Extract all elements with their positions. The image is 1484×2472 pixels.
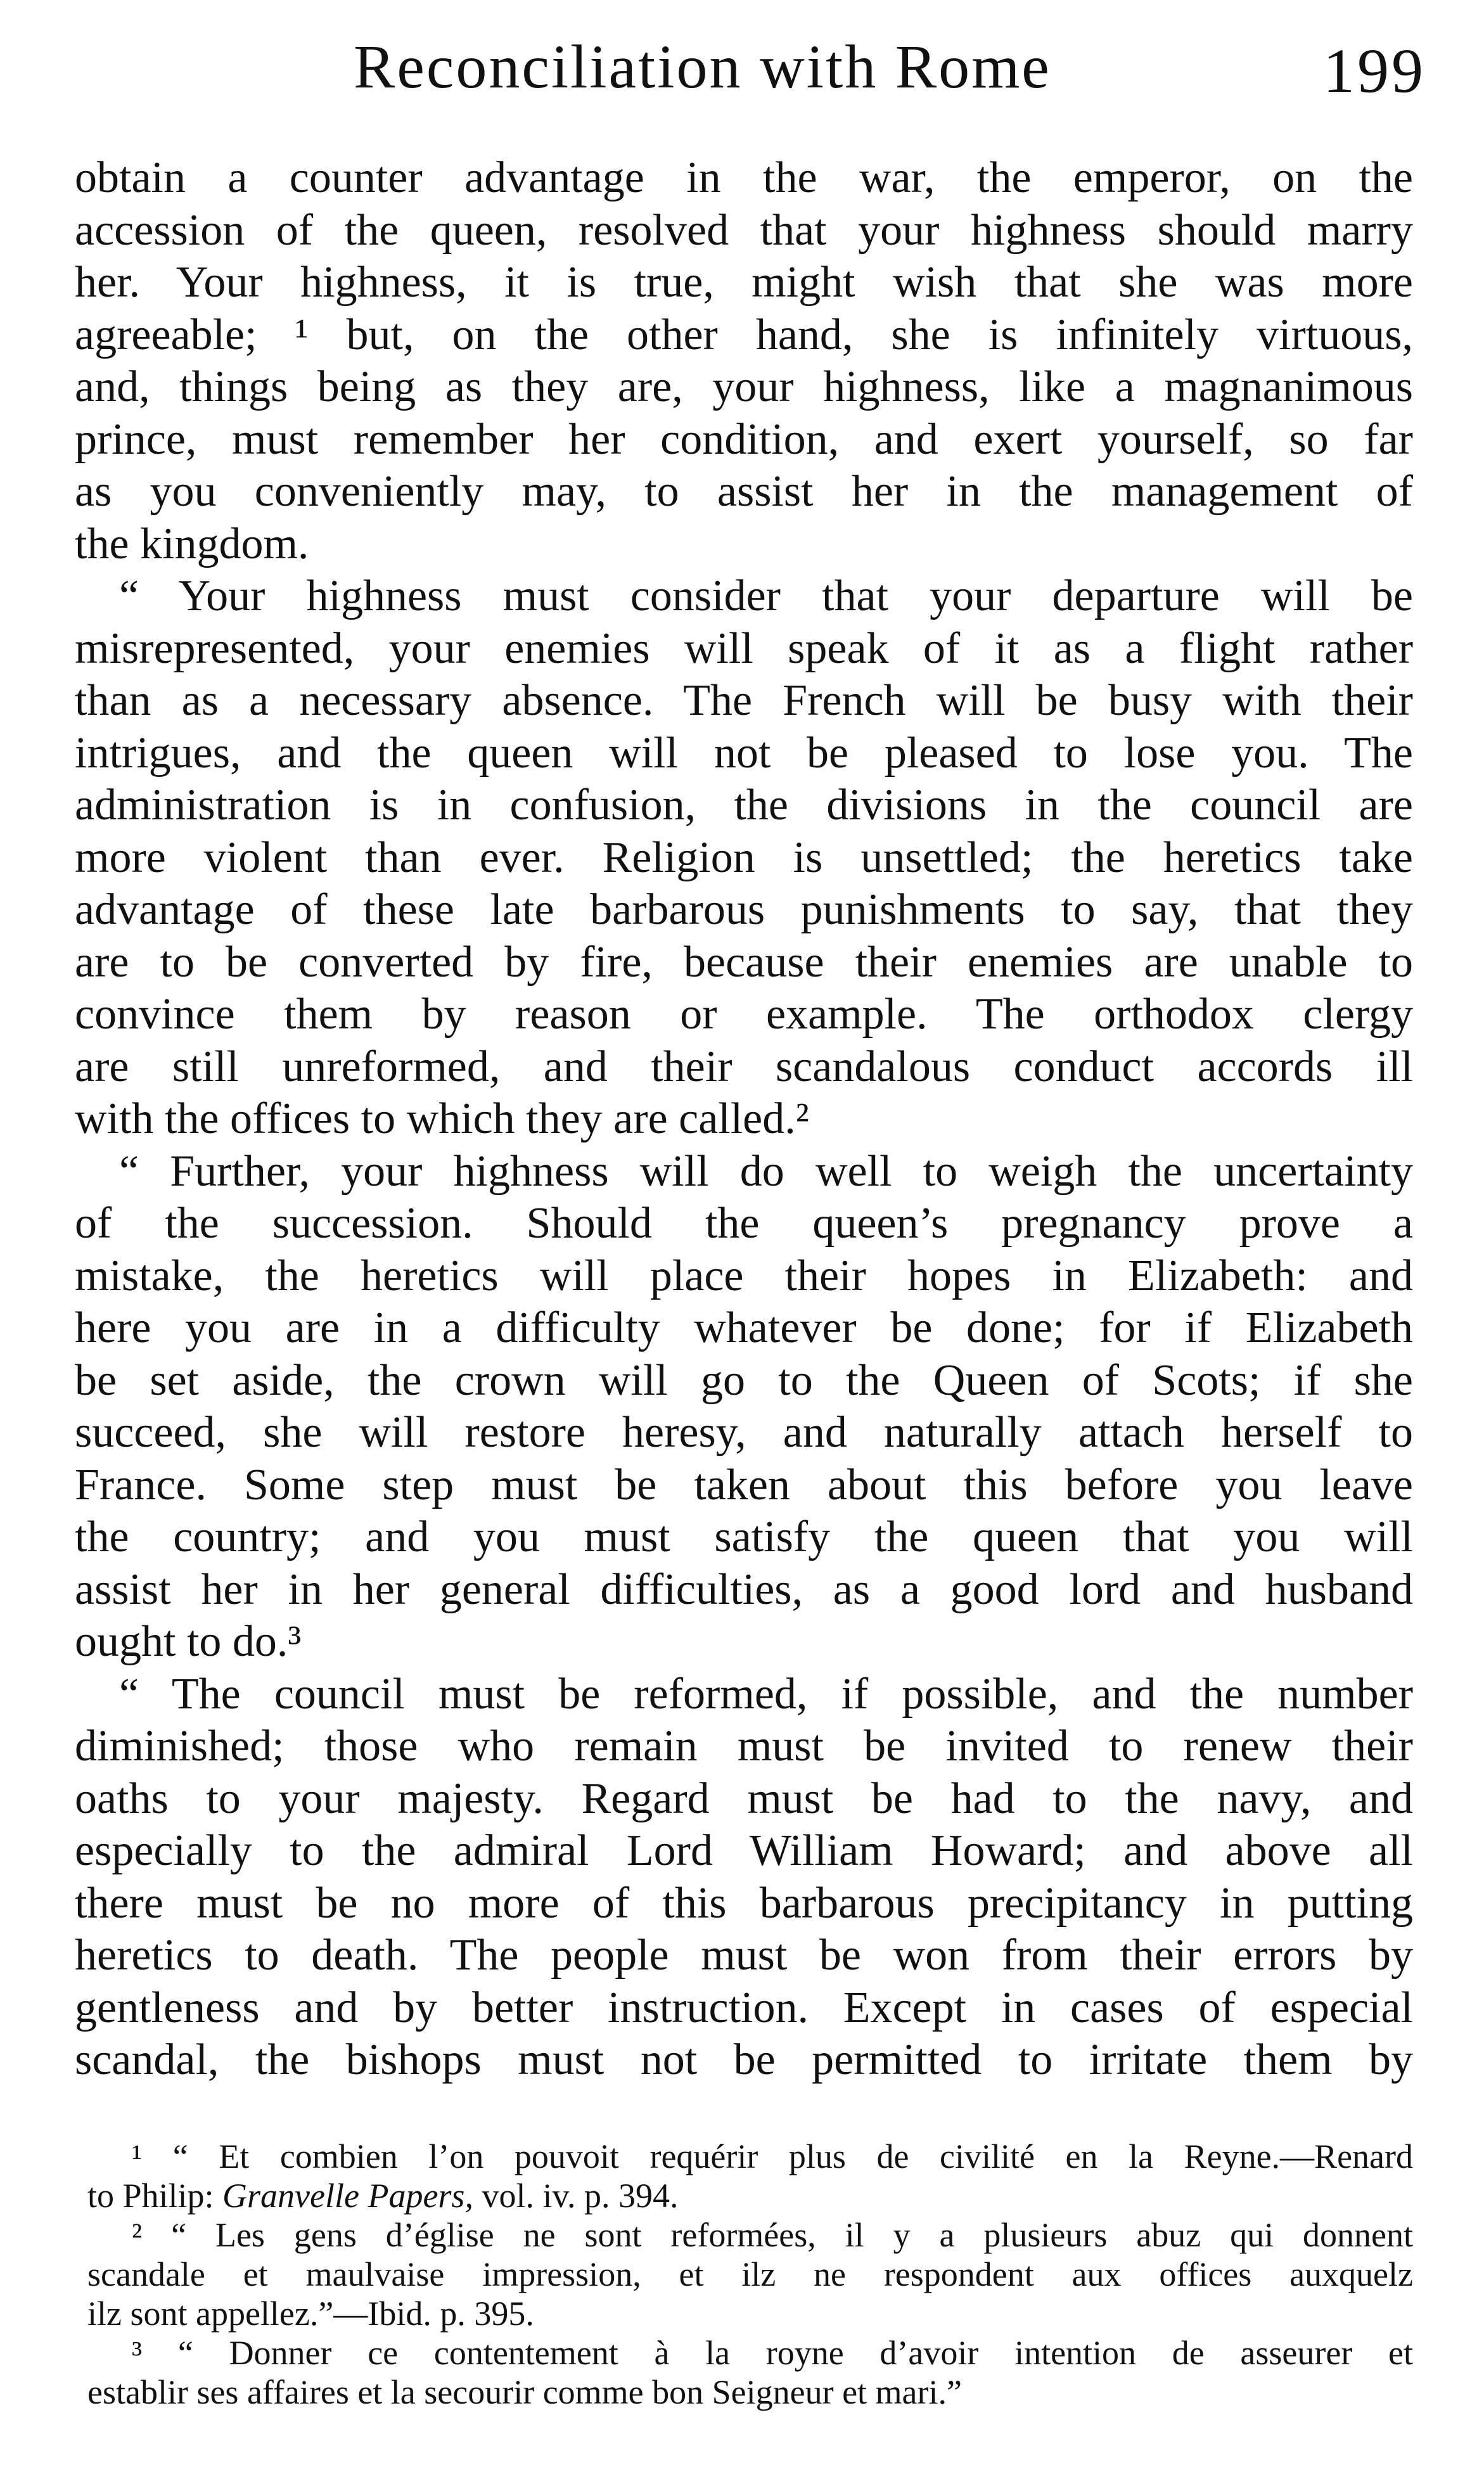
- page-number: 199: [1323, 35, 1426, 106]
- body-line: here you are in a difficulty whatever be done; for if Elizabeth: [75, 1303, 1413, 1352]
- footnote-2-line-3: ilz sont appellez.”—Ibid. p. 395.: [87, 2295, 534, 2333]
- book-page: [75, 25, 1426, 2411]
- body-line: than as a necessary absence. The French will be busy with their: [75, 676, 1413, 725]
- footnotes: [87, 2137, 1413, 2412]
- chapter-running-title: Reconciliation with Rome: [354, 33, 1051, 101]
- body-line: convince them by reason or example. The orthodox clergy: [75, 990, 1413, 1039]
- footnote-2-line-1: ² “ Les gens d’église ne sont reformées, il y a plusieurs abuz qui donnent: [132, 2216, 1413, 2254]
- footnote-1-suffix: vol. iv. p. 394.: [473, 2177, 679, 2215]
- body-line: assist her in her general difficulties, as a good lord and husband: [75, 1565, 1413, 1614]
- body-line: of the succession. Should the queen’s pregnancy prove a: [75, 1199, 1413, 1248]
- body-text: [75, 152, 1413, 2087]
- body-line: “ Further, your highness will do well to weigh the uncertainty: [119, 1146, 1413, 1196]
- body-line: with the offices to which they are called.²: [75, 1094, 809, 1143]
- footnote-2-line-2: scandale et maulvaise impression, et ilz ne respondent aux offices auxquelz: [87, 2255, 1413, 2293]
- body-line: administration is in confusion, the divisions in the council are: [75, 781, 1413, 829]
- body-line: and, things being as they are, your highness, like a magnanimous: [75, 362, 1413, 411]
- body-line: France. Some step must be taken about this before you leave: [75, 1460, 1413, 1509]
- footnote-1-source-title: Granvelle Papers,: [222, 2177, 473, 2215]
- body-line: ought to do.³: [75, 1617, 302, 1666]
- footnote-1-line-1: ¹ “ Et combien l’on pouvoit requérir plus de civilité en la Reyne.—Renard: [132, 2137, 1413, 2175]
- body-line: “ The council must be reformed, if possible, and the number: [119, 1669, 1413, 1719]
- body-line: as you conveniently may, to assist her in the management of: [75, 467, 1413, 516]
- body-line: advantage of these late barbarous punishments to say, that they: [75, 885, 1413, 934]
- footnote-1-line-2: [87, 2176, 1413, 2215]
- body-line: scandal, the bishops must not be permitted to irritate them by: [75, 2035, 1413, 2084]
- footnote-3-line-1: ³ “ Donner ce contentement à la royne d’avoir intention de asseurer et: [132, 2334, 1413, 2372]
- body-line: succeed, she will restore heresy, and naturally attach herself to: [75, 1408, 1413, 1457]
- body-line: her. Your highness, it is true, might wish that she was more: [75, 258, 1413, 307]
- body-line: accession of the queen, resolved that your highness should marry: [75, 205, 1413, 255]
- body-line: diminished; those who remain must be invited to renew their: [75, 1722, 1413, 1771]
- body-line: there must be no more of this barbarous precipitancy in putting: [75, 1878, 1413, 1928]
- body-line: gentleness and by better instruction. Except in cases of especial: [75, 1983, 1413, 2032]
- body-line: mistake, the heretics will place their hopes in Elizabeth: and: [75, 1251, 1413, 1300]
- footnote-3-line-2: establir ses affaires et la secourir comme bon Seigneur et mari.”: [87, 2373, 962, 2411]
- body-line: are still unreformed, and their scandalous conduct accords ill: [75, 1042, 1413, 1091]
- body-line: oaths to your majesty. Regard must be had to the navy, and: [75, 1774, 1413, 1823]
- body-line: more violent than ever. Religion is unsettled; the heretics take: [75, 833, 1413, 882]
- body-line: obtain a counter advantage in the war, the emperor, on the: [75, 153, 1413, 202]
- body-line: “ Your highness must consider that your departure will be: [119, 572, 1413, 620]
- body-line: be set aside, the crown will go to the Queen of Scots; if she: [75, 1355, 1413, 1405]
- body-line: agreeable; ¹ but, on the other hand, she is infinitely virtuous,: [75, 310, 1413, 359]
- body-line: heretics to death. The people must be won from their errors by: [75, 1931, 1413, 1980]
- body-line: intrigues, and the queen will not be pleased to lose you. The: [75, 728, 1413, 778]
- footnote-1-prefix: to Philip:: [87, 2177, 223, 2215]
- body-line: misrepresented, your enemies will speak of it as a flight rather: [75, 624, 1413, 673]
- body-line: the country; and you must satisfy the queen that you will: [75, 1513, 1413, 1561]
- body-line: prince, must remember her condition, and exert yourself, so far: [75, 414, 1413, 464]
- body-line: are to be converted by fire, because their enemies are unable to: [75, 937, 1413, 987]
- body-line: the kingdom.: [75, 519, 309, 568]
- running-head: [75, 25, 1426, 133]
- body-line: especially to the admiral Lord William Howard; and above all: [75, 1826, 1413, 1875]
